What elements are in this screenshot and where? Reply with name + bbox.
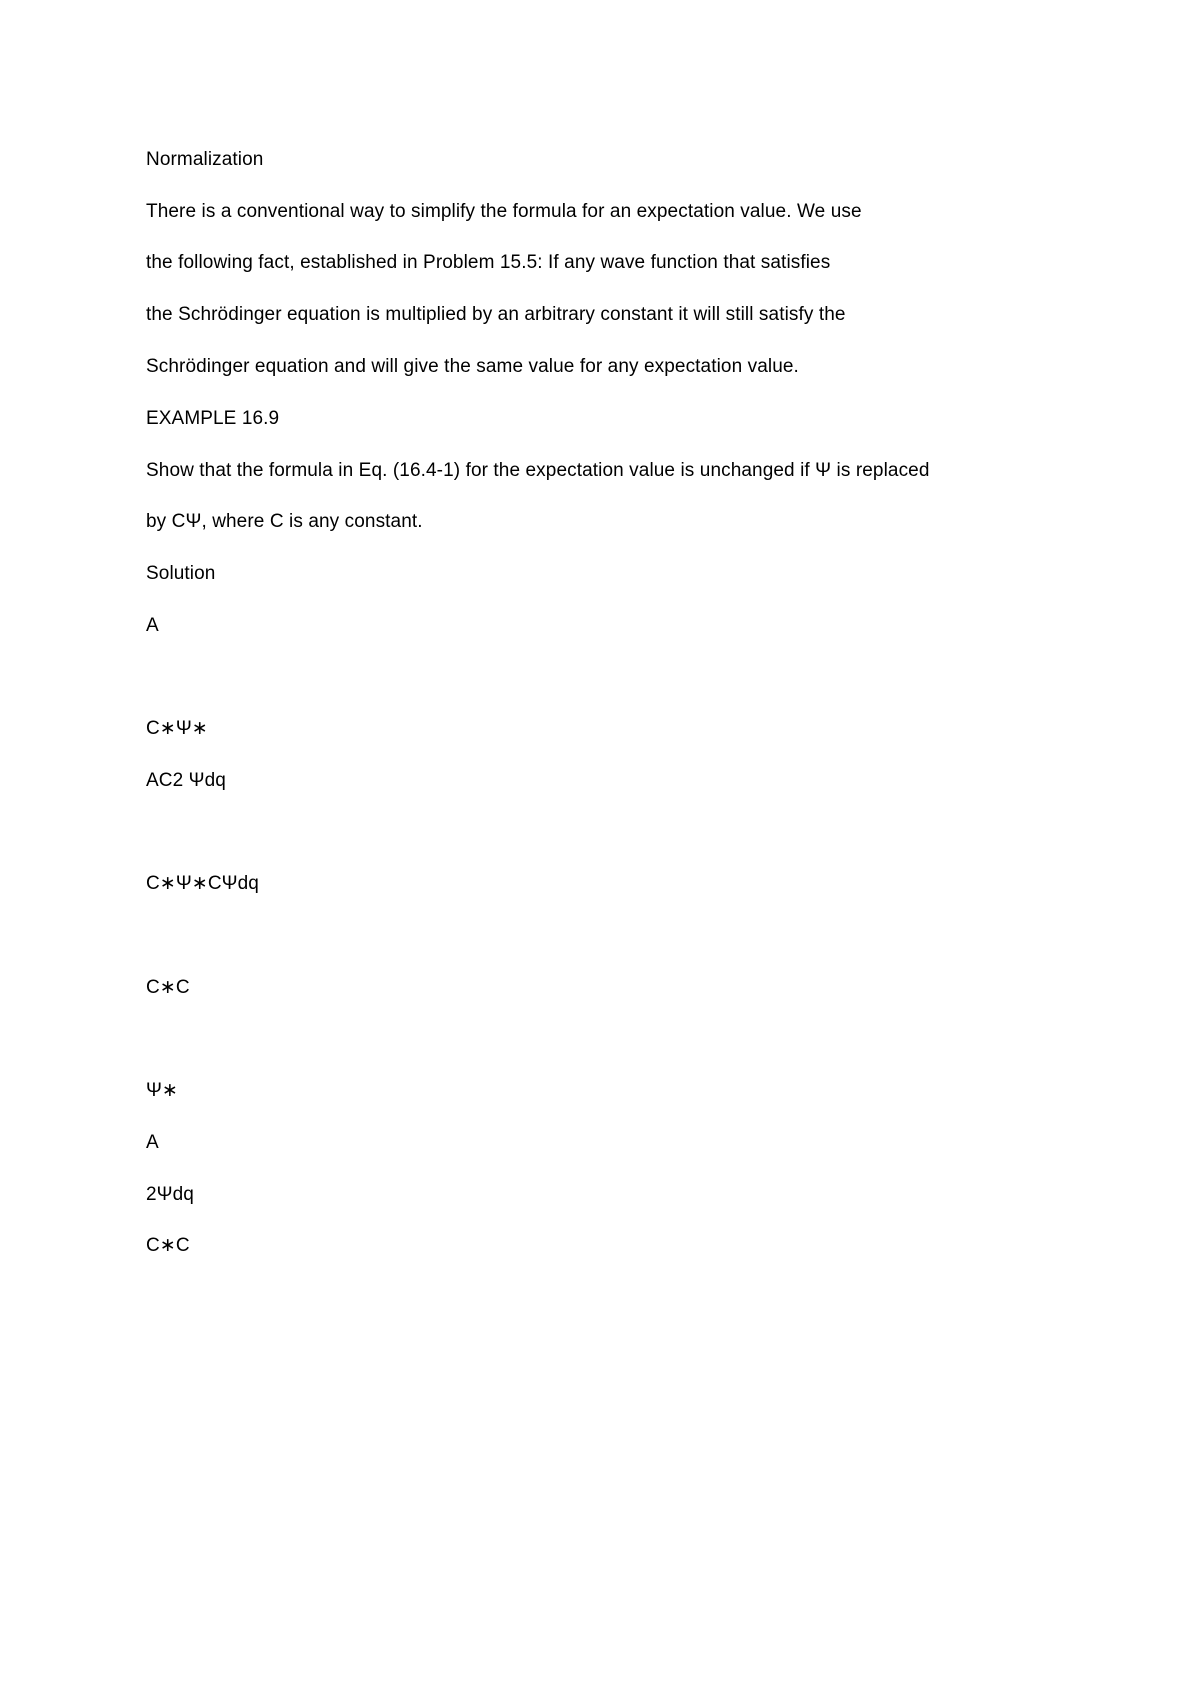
- solution-label: Solution: [146, 563, 216, 584]
- equation-fragment: 2Ψdq: [146, 1184, 194, 1205]
- equation-fragment: C∗C: [146, 977, 190, 998]
- equation-fragment: C∗Ψ∗: [146, 718, 208, 739]
- equation-fragment: A: [146, 1132, 159, 1153]
- example-line-1: Show that the formula in Eq. (16.4-1) for the expectation value is unchanged if Ψ is replaced: [146, 460, 930, 481]
- example-title: EXAMPLE 16.9: [146, 408, 280, 429]
- equation-fragment: A: [146, 615, 159, 636]
- paragraph-line-4: Schrödinger equation and will give the same value for any expectation value.: [146, 356, 799, 377]
- equation-fragment: AC2 Ψdq: [146, 770, 226, 791]
- equation-fragment: Ψ∗: [146, 1080, 178, 1101]
- equation-fragment: C∗C: [146, 1235, 190, 1256]
- example-line-2: by CΨ, where C is any constant.: [146, 511, 423, 532]
- equation-fragment: C∗Ψ∗CΨdq: [146, 873, 259, 894]
- paragraph-line-3: the Schrödinger equation is multiplied by an arbitrary constant it will still satisfy the: [146, 304, 846, 325]
- heading-normalization: Normalization: [146, 149, 264, 170]
- paragraph-line-2: the following fact, established in Problem 15.5: If any wave function that satisfies: [146, 252, 831, 273]
- paragraph-line-1: There is a conventional way to simplify the formula for an expectation value. We use: [146, 201, 862, 222]
